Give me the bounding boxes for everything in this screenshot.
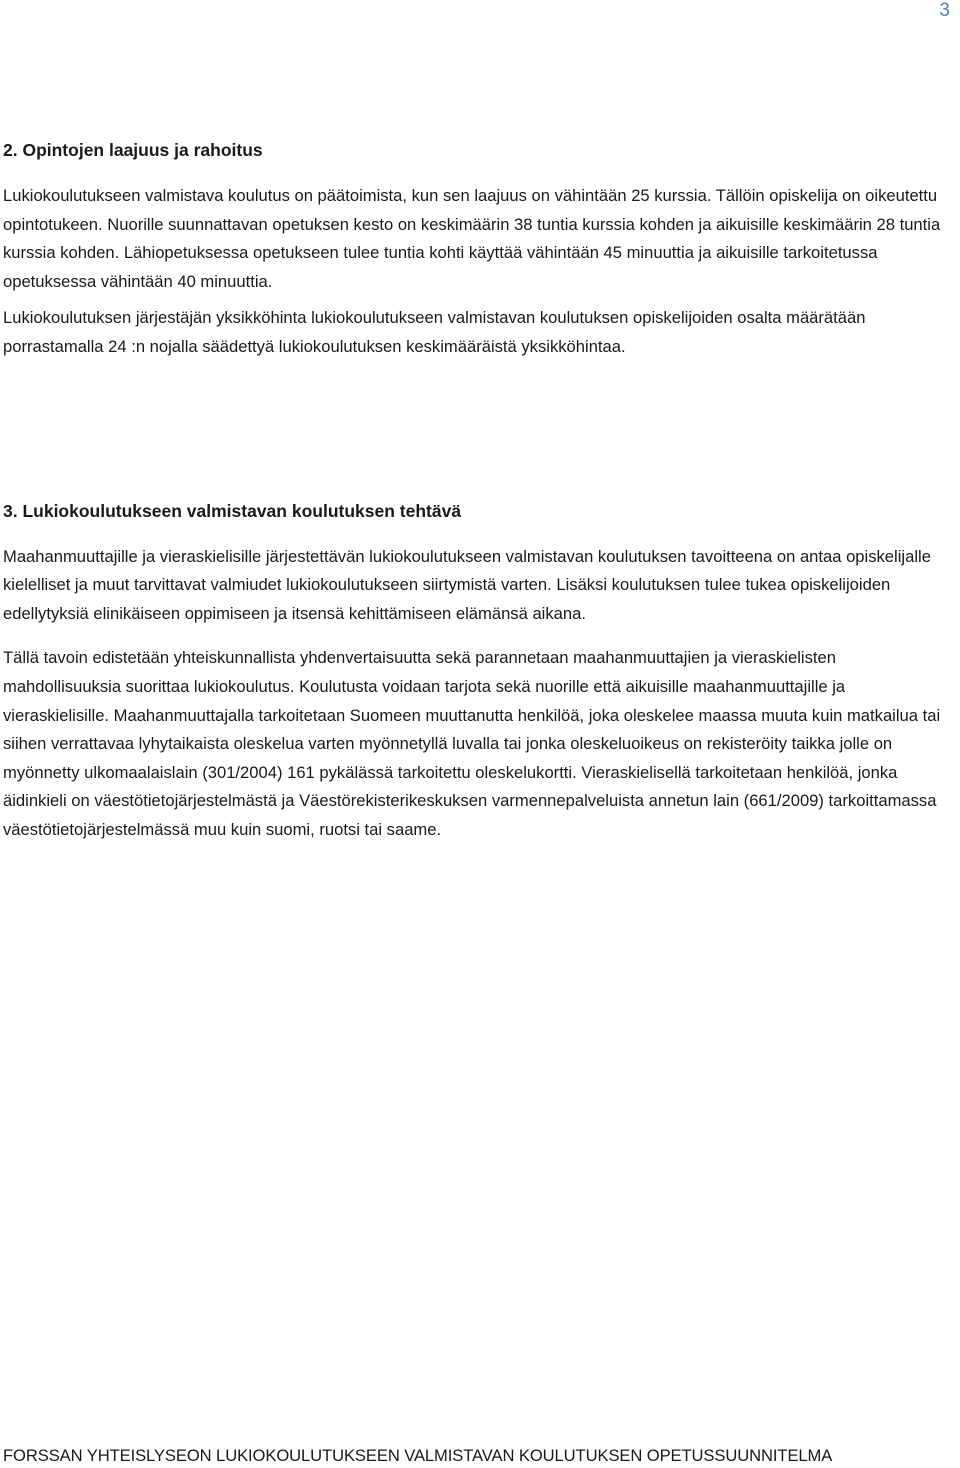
section-3 bbox=[3, 497, 948, 845]
section-heading: 2. Opintojen laajuus ja rahoitus bbox=[3, 140, 263, 160]
paragraph: Lukiokoulutukseen valmistava koulutus on päätoimista, kun sen laajuus on vähintään 25 kurssia. Tällöin opiskelija on oikeutettu opintotukeen. Nuorille suunnattavan opetuksen kesto on keskimäärin 38 tuntia kurssia kohden ja aikuisille keskimäärin 28 tuntia kurssia kohden. Lähiopetuksessa opetukseen tulee tuntia kohti käyttää vähintään 45 minuuttia ja aikuisille tarkoitetussa opetuksessa vähintään 40 minuuttia. bbox=[3, 186, 941, 291]
page-number: 3 bbox=[939, 0, 950, 21]
document-body bbox=[3, 136, 948, 845]
section-2 bbox=[3, 136, 948, 362]
paragraph: Tällä tavoin edistetään yhteiskunnallista yhdenvertaisuutta sekä parannetaan maahanmuuttajien ja vieraskielisten mahdollisuuksia suorittaa lukiokoulutus. Koulutusta voidaan tarjota sekä nuorille että aikuisille maahanmuuttajille ja vieraskielisille. Maahanmuuttajalla tarkoitetaan Suomeen muuttanutta henkilöä, joka oleskelee maassa muuta kuin matkailua tai siihen verrattavaa lyhytaikaista oleskelua varten myönnetyllä luvalla tai jonka oleskeluoikeus on rekisteröity taikka jolle on myönnetty ulkomaalaislain (301/2004) 161 pykälässä tarkoitettu oleskelukortti. Vieraskielisellä tarkoitetaan henkilöä, jonka äidinkieli on väestötietojärjestelmästä ja Väestörekisterikeskuksen varmennepalveluista annetun lain (661/2009) tarkoittamassa väestötietojärjestelmässä muu kuin suomi, ruotsi tai saame. bbox=[3, 648, 941, 839]
paragraph: Lukiokoulutuksen järjestäjän yksikköhinta lukiokoulutukseen valmistavan koulutuksen opiskelijoiden osalta määrätään porrastamalla 24 :n nojalla säädettyä lukiokoulutuksen keskimääräistä yksikköhintaa. bbox=[3, 308, 866, 356]
section-heading: 3. Lukiokoulutukseen valmistavan koulutuksen tehtävä bbox=[3, 500, 462, 521]
paragraph: Maahanmuuttajille ja vieraskielisille järjestettävän lukiokoulutukseen valmistavan koulutuksen tavoitteena on antaa opiskelijalle kielelliset ja muut tarvittavat valmiudet lukiokoulutukseen siirtymistä varten. Lisäksi koulutuksen tulee tukea opiskelijoiden edellytyksiä elinikäiseen oppimiseen ja itsensä kehittämiseen elämänsä aikana. bbox=[3, 546, 931, 623]
page-footer: FORSSAN YHTEISLYSEON LUKIOKOULUTUKSEEN VALMISTAVAN KOULUTUKSEN OPETUSSUUNNITELMA bbox=[3, 1446, 833, 1465]
